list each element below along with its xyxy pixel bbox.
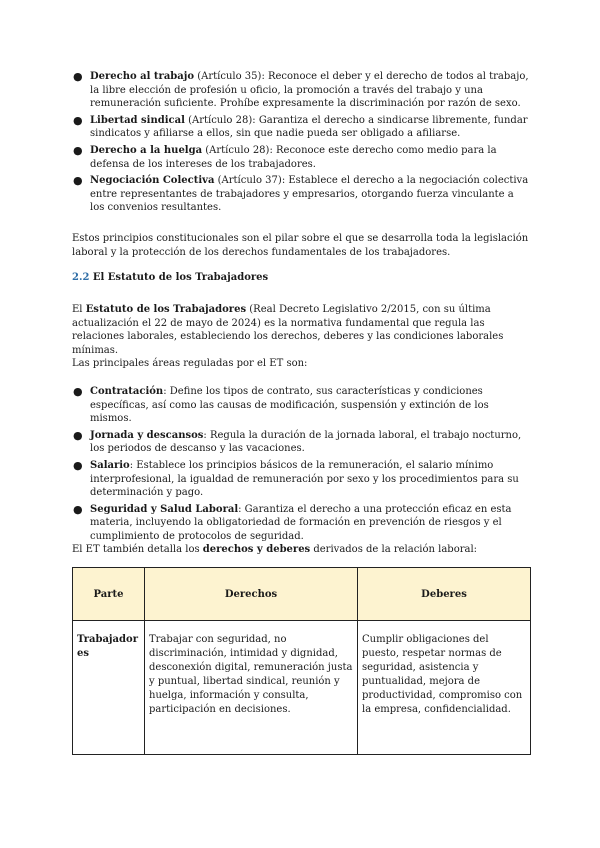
list-item: ● Derecho a la huelga (Artículo 28): Reconoce este derecho como medio para la defensa de los intereses de los trabajadores.: [73, 143, 497, 170]
list-item: ● Jornada y descansos: Regula la duración de la jornada laboral, el trabajo nocturno, los periodos de descanso y las vacaciones.: [73, 428, 522, 455]
constitutional-rights-list: [73, 70, 530, 215]
header-rights: Derechos: [145, 568, 358, 621]
section-heading: [72, 272, 268, 283]
bullet-icon: ●: [73, 143, 83, 157]
section-number: 2.2: [72, 272, 90, 283]
list-item: ● Negociación Colectiva (Artículo 37): Establece el derecho a la negociación colectiva entre representantes de trabajadores y empresarios, otorgando fuerza vinculante a los convenios resultantes.: [73, 174, 529, 214]
bullet-icon: ●: [73, 502, 83, 516]
bullet-icon: ●: [73, 174, 83, 188]
cell-party: Trabajadores: [73, 621, 145, 755]
et-intro-paragraph: El Estatuto de los Trabajadores (Real Decreto Legislativo 2/2015, con su última actualización el 22 de mayo de 2024) es la normativa fundamental que regula las relaciones laborales, estableciendo los derechos, deberes y las condiciones laborales mínimas.: [72, 304, 504, 356]
list-item: ● Derecho al trabajo (Artículo 35): Reconoce el deber y el derecho de todos al trabajo, la libre elección de profesión u oficio, la promoción a través del trabajo y una remuneración suficiente. Prohíbe expresamente la discriminación por razón de sexo.: [73, 70, 529, 110]
list-item: ● Seguridad y Salud Laboral: Garantiza el derecho a una protección eficaz en esta materia, incluyendo la obligatoriedad de formación en prevención de riesgos y el cumplimiento de protocolos de seguridad.: [73, 502, 512, 542]
table-row: [73, 621, 531, 755]
bullet-icon: ●: [73, 113, 83, 127]
cell-duties: Cumplir obligaciones del puesto, respetar normas de seguridad, asistencia y puntualidad, mejora de productividad, compromiso con la empresa, confidencialidad.: [358, 621, 531, 755]
et-areas-list: [73, 385, 530, 544]
header-duties: Deberes: [358, 568, 531, 621]
bullet-icon: ●: [73, 458, 83, 472]
closing-paragraph: Estos principios constitucionales son el pilar sobre el que se desarrolla toda la legislación laboral y la protección de los derechos fundamentales de los trabajadores.: [72, 233, 529, 258]
list-item: ● Contratación: Define los tipos de contrato, sus características y condiciones específicas, así como las causas de modificación, suspensión y extinción de los mismos.: [73, 385, 489, 425]
table-intro: El ET también detalla los derechos y deberes derivados de la relación laboral:: [72, 544, 478, 555]
bullet-icon: ●: [73, 385, 83, 398]
table-header-row: [73, 568, 531, 621]
areas-intro: Las principales áreas reguladas por el ET son:: [72, 358, 308, 369]
list-item: ● Salario: Establece los principios básicos de la remuneración, el salario mínimo interprofesional, la igualdad de remuneración por sexo y los procedimientos para su determinación y pago.: [73, 458, 519, 499]
bullet-icon: ●: [73, 428, 83, 442]
bullet-icon: ●: [73, 70, 83, 83]
header-party: Parte: [73, 568, 145, 621]
rights-duties-table: [72, 567, 531, 755]
list-item: ● Libertad sindical (Artículo 28): Garantiza el derecho a sindicarse libremente, fundar sindicatos y afiliarse a ellos, sin que nadie pueda ser obligado a afiliarse.: [73, 113, 528, 140]
cell-rights: Trabajar con seguridad, no discriminación, intimidad y dignidad, desconexión digital, remuneración justa y puntual, libertad sindical, reunión y huelga, información y consulta, participación en decisiones.: [145, 621, 358, 755]
section-title: El Estatuto de los Trabajadores: [89, 272, 269, 283]
